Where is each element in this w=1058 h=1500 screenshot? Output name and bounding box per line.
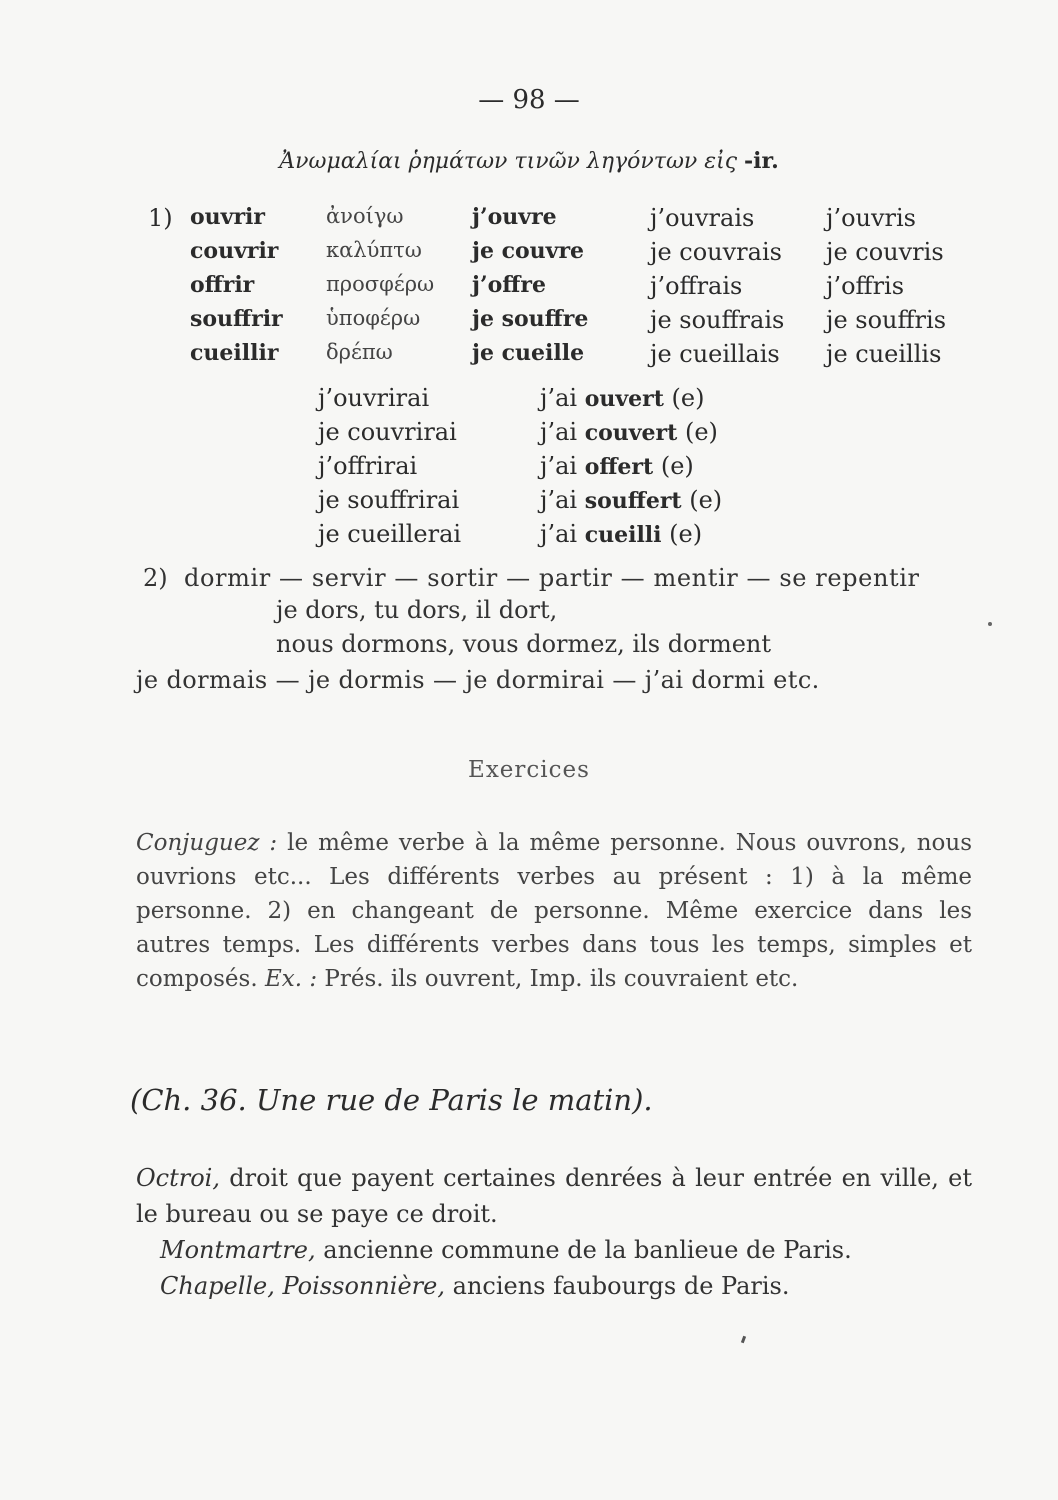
table-row (0, 520, 1058, 554)
imperfect-tense: j’ouvrais (650, 204, 755, 232)
agreement: (e) (689, 486, 723, 514)
auxiliary: j’ai (540, 418, 578, 446)
infinitive: couvrir (190, 238, 279, 264)
infinitive: souffrir (190, 306, 283, 332)
imperfect-tense: je souffrais (650, 306, 785, 334)
table-row (0, 418, 1058, 452)
table-row (0, 272, 1058, 306)
auxiliary: j’ai (540, 384, 578, 412)
auxiliary: j’ai (540, 486, 578, 514)
table-row (0, 384, 1058, 418)
glossary-note (160, 1268, 972, 1304)
print-speck (741, 1336, 746, 1344)
greek-translation: ἀνοίγω (326, 204, 404, 228)
heading-ending: -ir. (744, 148, 779, 174)
passe-compose (540, 384, 704, 412)
agreement: (e) (684, 418, 718, 446)
exercises-heading: Exercices (468, 757, 590, 783)
passe-simple: je cueillis (826, 340, 942, 368)
infinitive: offrir (190, 272, 255, 298)
present-tense: je souffre (472, 306, 589, 332)
glossary-note (160, 1232, 972, 1268)
present-tense: j’ouvre (472, 204, 557, 230)
section-heading (0, 148, 1058, 174)
imperfect-tense: j’offrais (650, 272, 743, 300)
future-tense: je cueillerai (318, 520, 462, 548)
note-term: Octroi, (136, 1164, 220, 1192)
passe-simple: j’offris (826, 272, 905, 300)
future-tense: j’offrirai (318, 452, 418, 480)
present-tense: j’offre (472, 272, 546, 298)
note-term: Montmartre, (160, 1236, 316, 1264)
section-number: 1) (148, 204, 173, 232)
table-row (0, 306, 1058, 340)
participle: couvert (584, 420, 678, 446)
passe-compose (540, 418, 718, 446)
greek-translation: δρέπω (326, 340, 393, 364)
agreement: (e) (671, 384, 705, 412)
note-text: anciens faubourgs de Paris. (452, 1272, 790, 1300)
greek-translation: προσφέρω (326, 272, 435, 296)
passe-compose (540, 520, 702, 548)
conjugation-line: je dors, tu dors, il dort, (276, 596, 558, 624)
chapter-title: (Ch. 36. Une rue de Paris le matin). (130, 1083, 653, 1117)
present-tense: je cueille (472, 340, 585, 366)
note-term: Chapelle, Poissonnière, (160, 1272, 445, 1300)
example-label: Ex. : (264, 966, 318, 992)
note-text: ancienne commune de la banlieue de Paris. (323, 1236, 852, 1264)
imperfect-tense: je cueillais (650, 340, 780, 368)
conjugation-line: nous dormons, vous dormez, ils dorment (276, 630, 772, 658)
heading-greek: Ἀνωμαλίαι ῥημάτων τινῶν ληγόντων εἰς (279, 149, 738, 174)
print-speck (988, 622, 992, 626)
agreement: (e) (660, 452, 694, 480)
future-tense: je souffrirai (318, 486, 460, 514)
future-tense: je couvrirai (318, 418, 457, 446)
auxiliary: j’ai (540, 520, 578, 548)
passe-simple: j’ouvris (826, 204, 916, 232)
future-tense: j’ouvrirai (318, 384, 430, 412)
participle: cueilli (584, 522, 662, 548)
participle: ouvert (584, 386, 664, 412)
instruction-label: Conjuguez : (136, 830, 278, 856)
example-text: Prés. ils ouvrent, Imp. ils couvraient etc. (324, 966, 799, 992)
table-row (0, 204, 1058, 238)
table-row (0, 486, 1058, 520)
exercises-paragraph (136, 826, 972, 996)
page-number: — 98 — (478, 85, 580, 115)
passe-simple: je couvris (826, 238, 944, 266)
infinitive: ouvrir (190, 204, 265, 230)
passe-simple: je souffris (826, 306, 947, 334)
verb-list: dormir — servir — sortir — partir — mentir — se repentir (184, 564, 920, 592)
imperfect-tense: je couvrais (650, 238, 782, 266)
table-row (0, 452, 1058, 486)
table-row (0, 340, 1058, 374)
note-text: droit que payent certaines denrées à leur entrée en ville, et le bureau ou se paye ce droit. (136, 1164, 972, 1228)
section-number: 2) (143, 564, 168, 592)
agreement: (e) (669, 520, 703, 548)
conjugation-line: je dormais — je dormis — je dormirai — j’ai dormi etc. (136, 666, 820, 694)
greek-translation: καλύπτω (326, 238, 422, 262)
passe-compose (540, 486, 722, 514)
auxiliary: j’ai (540, 452, 578, 480)
participle: souffert (584, 488, 682, 514)
table-row (0, 238, 1058, 272)
present-tense: je couvre (472, 238, 585, 264)
passe-compose (540, 452, 694, 480)
greek-translation: ὑποφέρω (326, 306, 421, 330)
instruction-text: le même verbe à la même personne. Nous ouvrons, nous ouvrions etc... Les différents verbes au présent : 1) à la même personne. 2) en changeant de personne. Même exercice dans les autres temps. Les différents verbes dans tous les temps, simples et composés. (136, 830, 973, 992)
infinitive: cueillir (190, 340, 279, 366)
participle: offert (584, 454, 654, 480)
glossary-note (136, 1160, 972, 1232)
